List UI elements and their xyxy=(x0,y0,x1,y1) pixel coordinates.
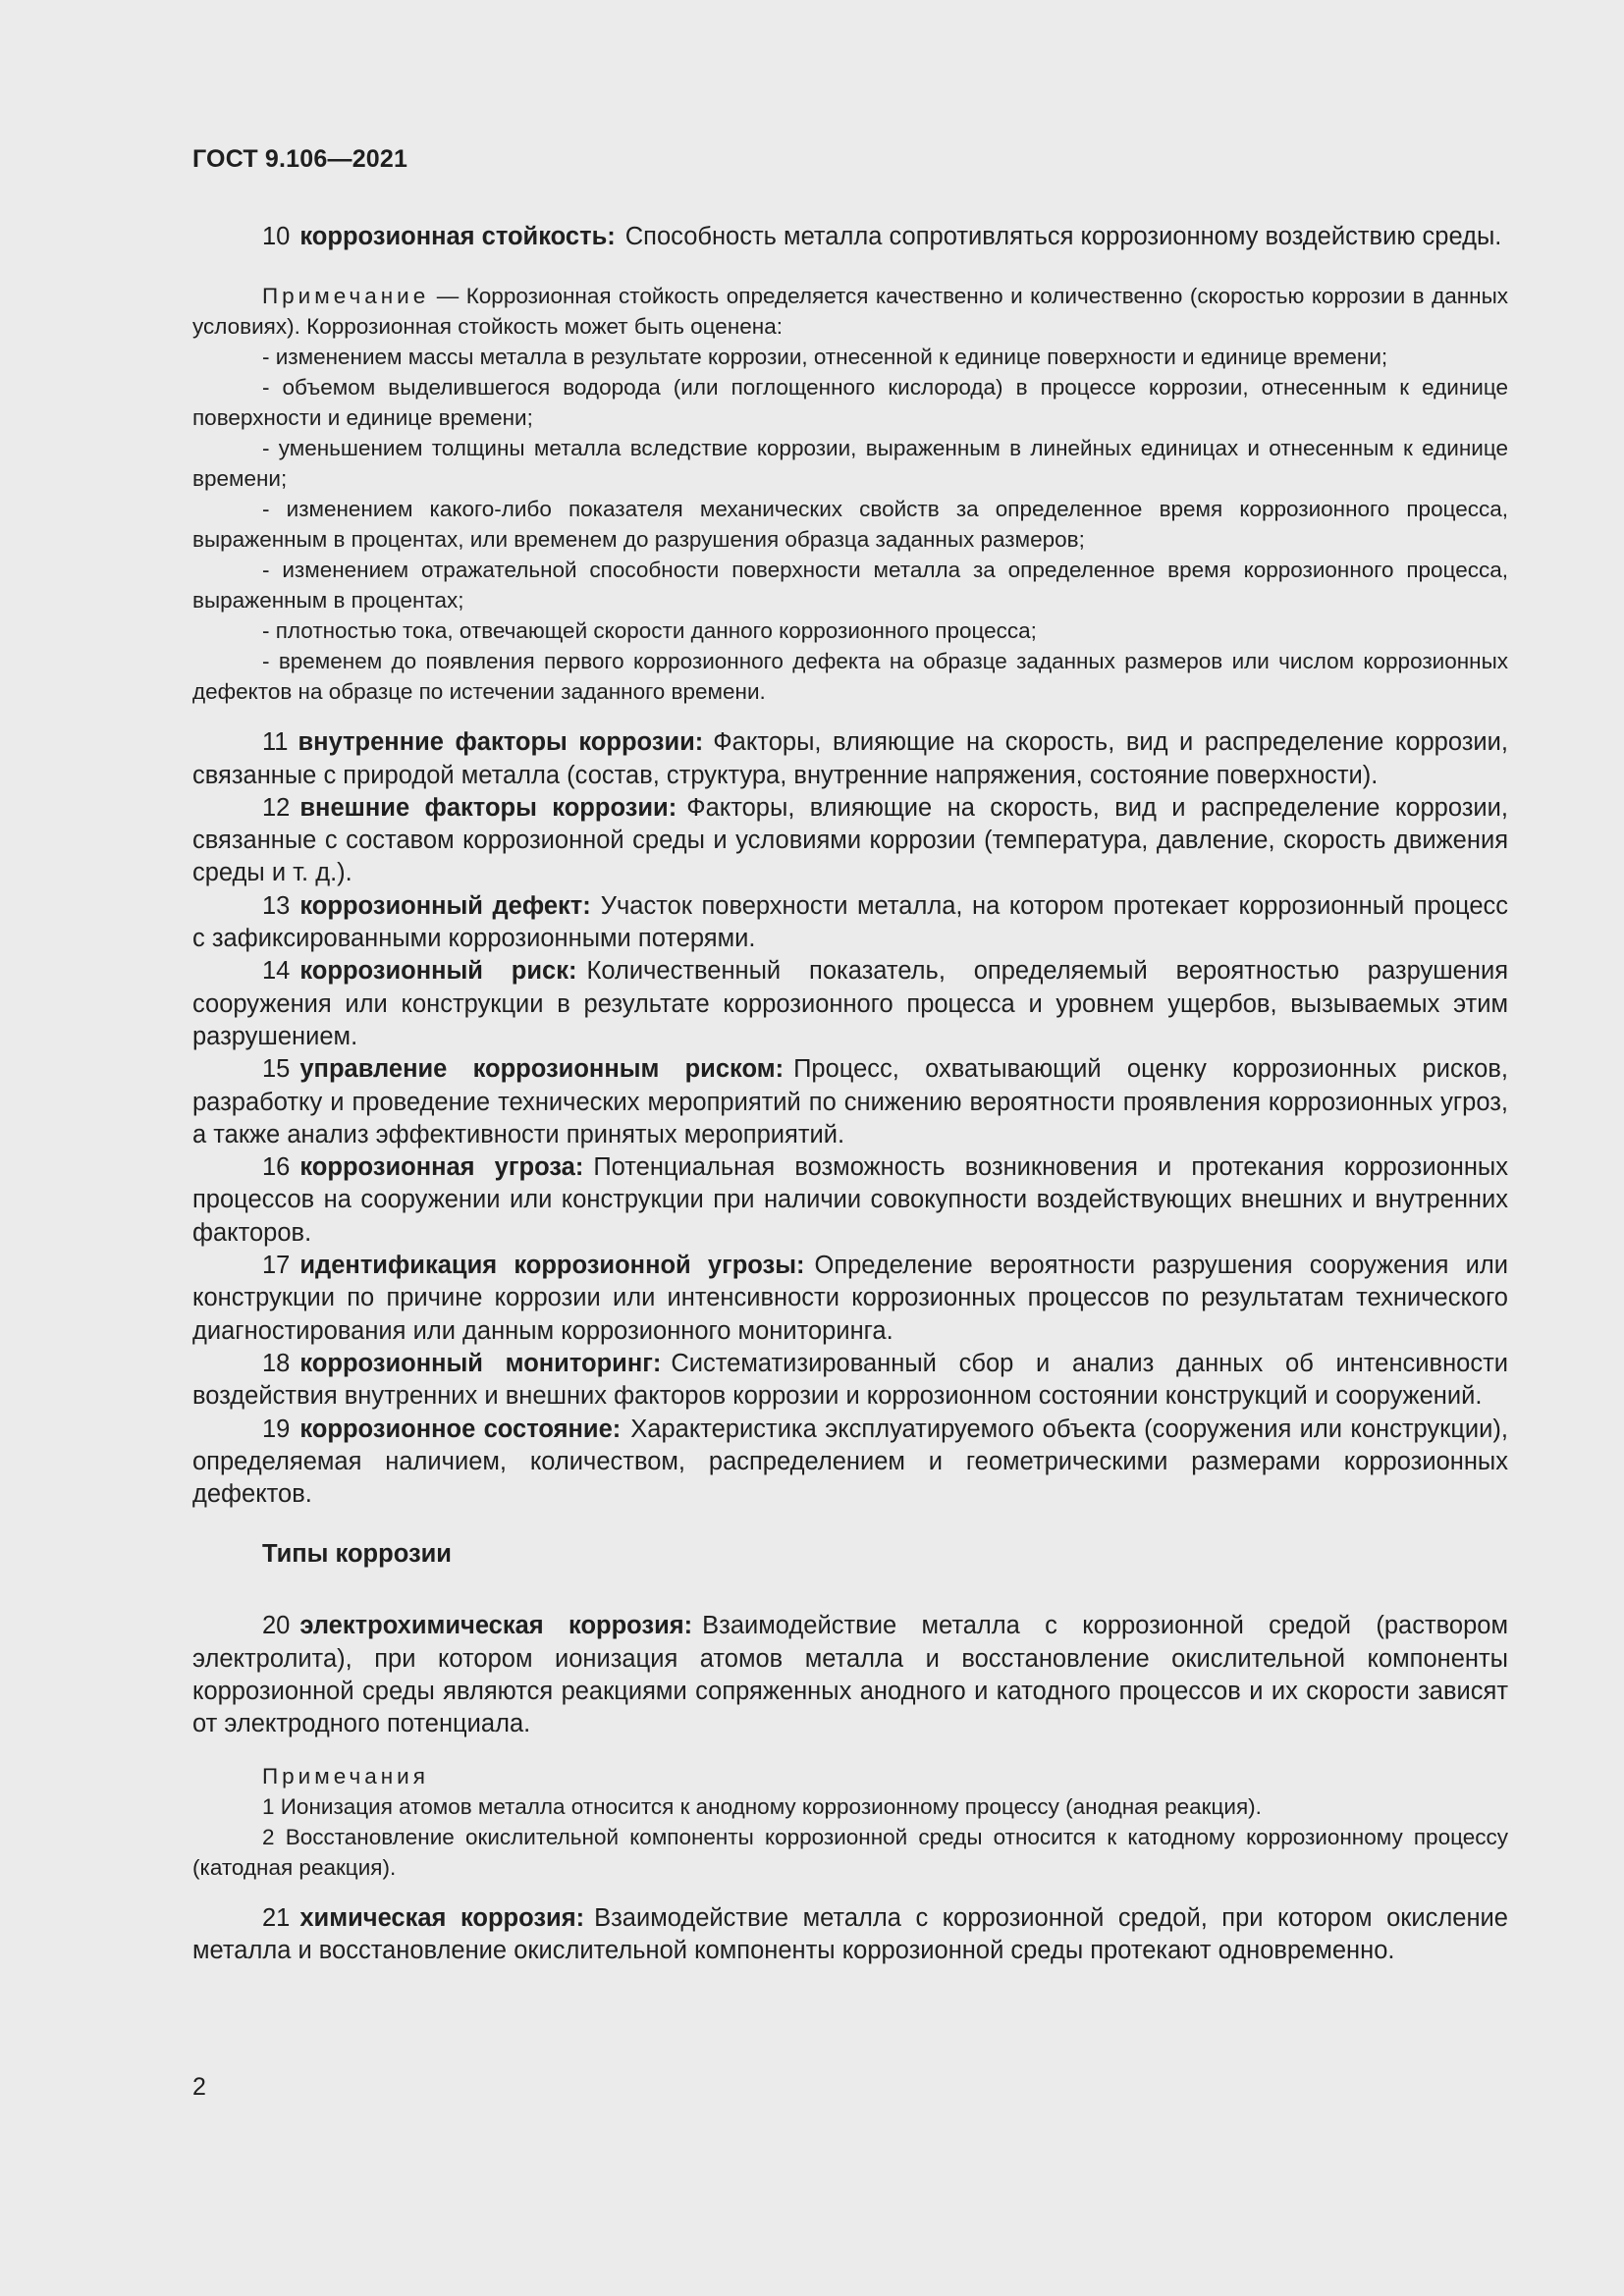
note-list-item: - изменением какого-либо показателя механических свойств за определенное время коррозионного процесса, выраженным в процентах, или временем до разрушения образца заданных размеров; xyxy=(192,497,1508,553)
term-definition: Процесс, охватывающий оценку коррозионных рисков, разработку и проведение технических мероприятий по снижению вероятности проявления коррозионных угроз, а также анализ эффективности принятых мероприятий. xyxy=(192,1055,1508,1148)
note-list-item: - временем до появления первого коррозионного дефекта на образце заданных размеров или числом коррозионных дефектов на образце по истечении заданного времени. xyxy=(192,649,1508,705)
term-21 xyxy=(192,1902,1508,1968)
term-18 xyxy=(192,1348,1508,1414)
note-list-item: - объемом выделившегося водорода (или поглощенного кислорода) в процессе коррозии, отнесенным к единице поверхности и единице времени; xyxy=(192,375,1508,431)
term-number: 20 xyxy=(262,1612,291,1640)
note-intro-text: — Коррозионная стойкость определяется качественно и количественно (скоростью коррозии в данных условиях). Коррозионная стойкость может быть оценена: xyxy=(192,284,1508,340)
term-definition: Способность металла сопротивляться коррозионному воздействию среды. xyxy=(624,223,1502,250)
page-number: 2 xyxy=(192,2073,206,2101)
term-definition: Факторы, влияющие на скорость, вид и распределение коррозии, связанные с природой металла (состав, структура, внутренние напряжения, состояние поверхности). xyxy=(192,728,1509,789)
term-name: химическая коррозия: xyxy=(299,1903,585,1932)
term-12 xyxy=(192,792,1508,890)
term-definition: Количественный показатель, определяемый вероятностью разрушения сооружения или конструкции в результате коррозионного процесса и уровнем ущербов, вызываемых этим разрушением. xyxy=(192,957,1508,1050)
term-name: коррозионный мониторинг: xyxy=(299,1349,662,1377)
term-definition: Взаимодействие металла с коррозионной средой, при котором окисление металла и восстановление окислительной компоненты коррозионной среды протекают одновременно. xyxy=(192,1903,1508,1964)
term-definition: Характеристика эксплуатируемого объекта (сооружения или конструкции), определяемая наличием, количеством, распределением и геометрическими размерами коррозионных дефектов. xyxy=(192,1415,1508,1509)
term-name: идентификация коррозионной угрозы: xyxy=(299,1252,805,1280)
note-list-item: - изменением массы металла в результате коррозии, отнесенной к единице поверхности и единице времени; xyxy=(262,345,1388,370)
term-number: 16 xyxy=(262,1153,291,1182)
term-name: коррозионная стойкость: xyxy=(299,223,616,250)
term-15 xyxy=(192,1053,1508,1151)
term-number: 19 xyxy=(262,1415,291,1443)
term-definition: Взаимодействие металла с коррозионной средой (раствором электролита), при котором ионизация атомов металла и восстановление окислительной компоненты коррозионной среды являются реакциями сопряженных анодного и катодного процессов и их скорости зависят от электродного потенциала. xyxy=(192,1612,1508,1738)
term-11 xyxy=(192,726,1508,792)
term-number: 13 xyxy=(262,891,291,920)
term-number: 17 xyxy=(262,1252,291,1280)
term-definition: Участок поверхности металла, на котором протекает коррозионный процесс с зафиксированными коррозионными потерями. xyxy=(192,891,1509,953)
term-name: управление коррозионным риском: xyxy=(299,1055,785,1084)
term-17 xyxy=(192,1250,1508,1348)
term-16 xyxy=(192,1151,1508,1250)
term-number: 15 xyxy=(262,1055,291,1084)
term-name: коррозионная угроза: xyxy=(299,1153,584,1182)
term-name: коррозионный риск: xyxy=(299,957,577,986)
note-label: Примечание xyxy=(262,284,430,309)
note-list-item: - плотностью тока, отвечающей скорости данного коррозионного процесса; xyxy=(262,618,1037,644)
term-14 xyxy=(192,955,1508,1053)
note-list-item: - уменьшением толщины металла вследствие коррозии, выраженным в линейных единицах и отнесенным к единице времени; xyxy=(192,436,1508,492)
section-heading: Типы коррозии xyxy=(262,1540,452,1569)
note-term-10 xyxy=(192,281,1508,707)
notes-label: Примечания xyxy=(262,1763,429,1789)
note-item: 2 Восстановление окислительной компоненты коррозионной среды относится к катодному коррозионному процессу (катодная реакция). xyxy=(192,1824,1508,1880)
term-name: коррозионное состояние: xyxy=(299,1415,622,1443)
term-definition: Факторы, влияющие на скорость, вид и распределение коррозии, связанные с составом коррозионной среды и условиями коррозии (температура, давление, скорость движения среды и т. д.). xyxy=(192,793,1509,887)
term-number: 10 xyxy=(262,223,291,250)
note-intro xyxy=(192,281,1508,342)
term-13 xyxy=(192,890,1508,956)
note-item: 1 Ионизация атомов металла относится к анодному коррозионному процессу (анодная реакция). xyxy=(262,1793,1262,1819)
term-number: 12 xyxy=(262,793,291,822)
term-name: коррозионный дефект: xyxy=(299,891,591,920)
term-name: электрохимическая коррозия: xyxy=(299,1612,693,1640)
term-number: 11 xyxy=(262,728,289,757)
term-19 xyxy=(192,1414,1508,1512)
term-definition: Систематизированный сбор и анализ данных об интенсивности воздействия внутренних и внешних факторов коррозии и коррозионном состоянии конструкций и сооружений. xyxy=(192,1349,1509,1411)
note-list-item: - изменением отражательной способности поверхности металла за определенное время коррозионного процесса, выраженным в процентах; xyxy=(192,558,1508,614)
term-definition: Потенциальная возможность возникновения и протекания коррозионных процессов на сооружении или конструкции при наличии совокупности воздействующих внешних и внутренних факторов. xyxy=(192,1153,1508,1247)
term-name: внешние факторы коррозии: xyxy=(299,793,677,822)
term-20 xyxy=(192,1610,1508,1740)
term-definition: Определение вероятности разрушения сооружения или конструкции по причине коррозии или интенсивности коррозионных процессов по результатам технического диагностирования или данным коррозионного мониторинга. xyxy=(192,1252,1508,1345)
document-header: ГОСТ 9.106—2021 xyxy=(192,145,408,173)
term-number: 18 xyxy=(262,1349,291,1377)
term-number: 14 xyxy=(262,957,291,986)
term-10 xyxy=(192,221,1508,253)
term-name: внутренние факторы коррозии: xyxy=(298,728,704,757)
notes-term-20 xyxy=(192,1761,1508,1883)
term-number: 21 xyxy=(262,1903,291,1932)
